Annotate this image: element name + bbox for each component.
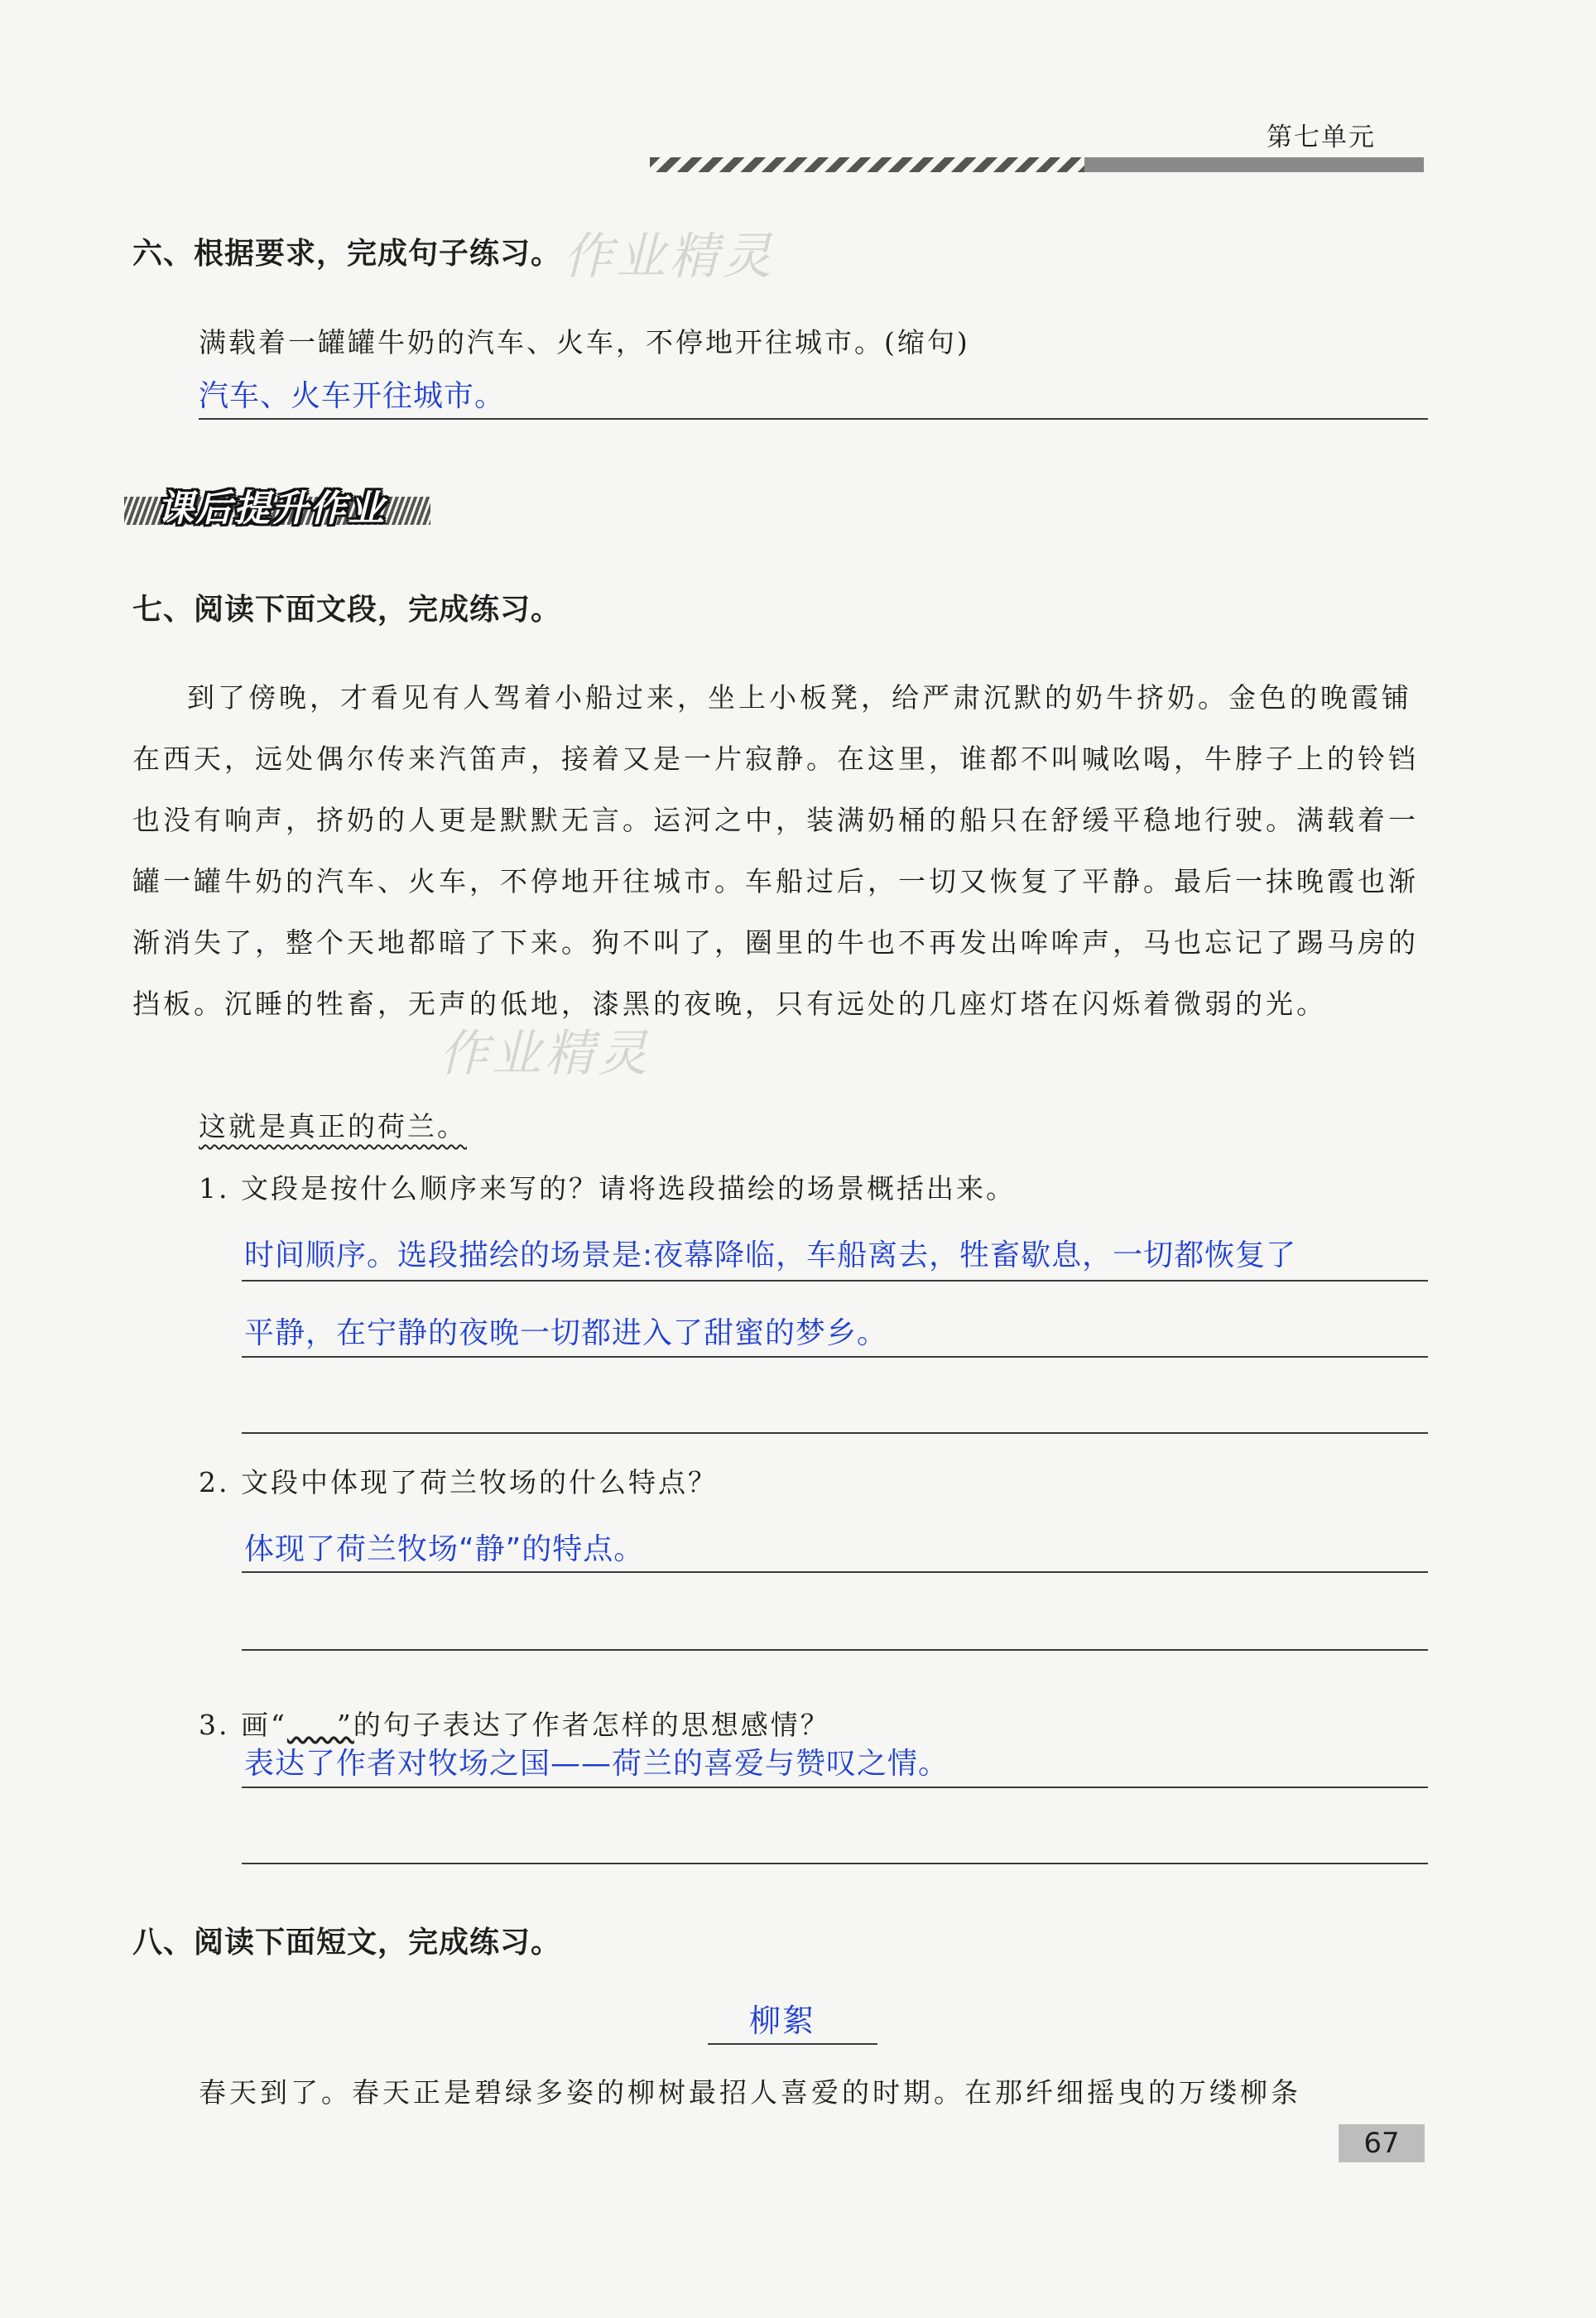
question-1: 1. 文段是按什么顺序来写的？请将选段描绘的场景概括出来。 — [199, 1172, 1016, 1205]
section-6-sentence: 满载着一罐罐牛奶的汽车、火车，不停地开往城市。(缩句) — [199, 326, 970, 358]
question-2: 2. 文段中体现了荷兰牧场的什么特点？ — [199, 1466, 718, 1498]
question-1-answer-line-2: 平静，在宁静的夜晚一切都进入了甜蜜的梦乡。 — [244, 1316, 888, 1350]
wavy-underlined-sentence: 这就是真正的荷兰。 — [199, 1110, 467, 1142]
unit-label: 第七单元 — [1267, 123, 1376, 152]
title-underline — [708, 2043, 877, 2045]
question-2-answer: 体现了荷兰牧场“静”的特点。 — [244, 1532, 645, 1566]
wavy-blank-sample — [287, 1676, 337, 1741]
answer-line — [242, 1787, 1428, 1788]
answer-line — [242, 1863, 1428, 1864]
passage-title: 柳絮 — [749, 2003, 816, 2039]
question-3 — [199, 1676, 830, 1743]
watermark: 作业精灵 — [563, 228, 775, 286]
section-8-heading: 八、阅读下面短文，完成练习。 — [132, 1926, 562, 1960]
answer-line — [242, 1571, 1428, 1573]
watermark: 作业精灵 — [439, 1025, 651, 1083]
page-number: 67 — [1339, 2124, 1425, 2162]
answer-line — [199, 418, 1428, 420]
question-3-answer: 表达了作者对牧场之国——荷兰的喜爱与赞叹之情。 — [244, 1747, 949, 1781]
homework-banner — [124, 479, 439, 530]
reading-passage: 到了傍晚，才看见有人驾着小船过来，坐上小板凳，给严肃沉默的奶牛挤奶。金色的晚霞铺在西天，远处偶尔传来汽笛声，接着又是一片寂静。在这里，谁都不叫喊吆喝，牛脖子上的铃铛也没有响声，挤奶的人更是默默无言。运河之中，装满奶桶的船只在舒缓平稳地行驶。满载着一罐一罐牛奶的汽车、火车，不停地开往城市。车船过后，一切又恢复了平静。最后一抹晚霞也渐渐消失了，整个天地都暗了下来。狗不叫了，圈里的牛也不再发出哞哞声，马也忘记了踢马房的挡板。沉睡的牲畜，无声的低地，漆黑的夜晚，只有远处的几座灯塔在闪烁着微弱的光。 — [132, 681, 1419, 1020]
answer-line — [242, 1280, 1428, 1282]
answer-line — [242, 1649, 1428, 1651]
answer-line — [242, 1432, 1428, 1434]
section-6-answer: 汽车、火车开往城市。 — [199, 379, 506, 413]
section-7-heading: 七、阅读下面文段，完成练习。 — [132, 593, 562, 627]
question-3-suffix: ”的句子表达了作者怎样的思想感情？ — [336, 1709, 830, 1741]
header-stripe-solid — [1084, 157, 1424, 172]
question-1-answer-line-1: 时间顺序。选段描绘的场景是:夜幕降临，车船离去，牲畜歇息，一切都恢复了 — [244, 1238, 1297, 1272]
answer-line — [242, 1356, 1428, 1358]
banner-label: 课后提升作业 — [157, 488, 386, 530]
passage-first-line: 春天到了。春天正是碧绿多姿的柳树最招人喜爱的时期。在那纤细摇曳的万缕柳条 — [199, 2076, 1301, 2109]
section-6-heading: 六、根据要求，完成句子练习。 — [132, 237, 562, 271]
question-3-prefix: 3. 画“ — [199, 1709, 287, 1741]
